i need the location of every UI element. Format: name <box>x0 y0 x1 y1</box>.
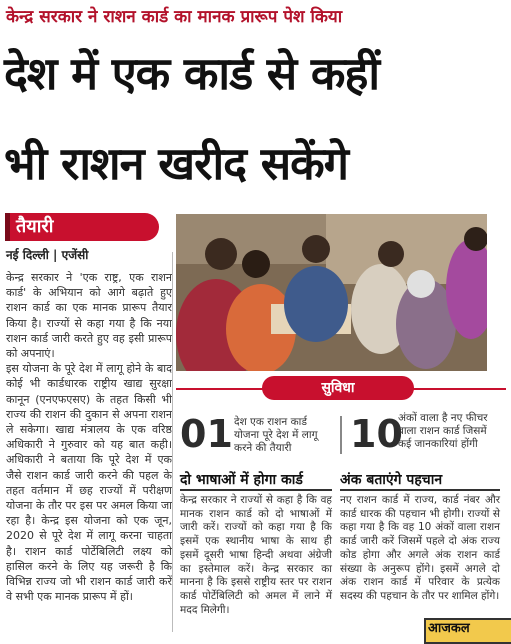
fact-text-1: देश एक राशन कार्ड योजना पूरे देश में लागू करने की तैयारी <box>234 416 318 454</box>
fact-divider <box>340 416 342 454</box>
suvidha-label: सुविधा <box>321 380 355 396</box>
headline-line-2: भी राशन खरीद सकेंगे <box>4 137 349 190</box>
column-divider <box>172 252 173 632</box>
headline-line-1: देश में एक कार्ड से कहीं <box>4 47 380 100</box>
section-2-text: नए राशन कार्ड में राज्य, कार्ड नंबर और कार्ड धारक की पहचान भी होगी। राज्यों से कहा गया है कि वह 10 अंकों वाला राशन कार्ड जारी करें जिसमें पहले दो अंक राज्य कोड होगा और अगले अंक राशन कार्ड संख्या के अनुरूप होंगे। इसमें अगले दो अंक राशन कार्ड में परिवार के प्रत्येक सदस्य की पहचान के तौर पर शामिल होंगे। <box>340 494 500 602</box>
body-paragraph-2: इस योजना के पूरे देश में लागू होने के बाद कोई भी कार्डधारक राष्ट्रीय खाद्य सुरक्षा कानून (एनएफएसए) के तहत किसी भी राज्य की राशन की दुकान से अपना राशन ले सकेगा। खाद्य मंत्रालय के एक वरिष्ठ अधिकारी ने गुरुवार को यह बात कही। अधिकारी ने बताया कि पूरे देश में एक जैसे राशन कार्ड जारी करने की पहल के तहत वर्तमान में छह राज्यों में परीक्षण योजना के तौर पर इस पर अमल किया जा रहा है। केन्द्र इस योजना को एक जून, 2020 से पूरे देश में लागू करना चाहता है। राशन कार्ड पोर्टेबिलिटी लक्ष्य को हासिल करने के लिए यह जरूरी है कि विभिन्न राज्य जो भी राशन कार्ड जारी करें वे सभी एक मानक प्रारूप में हों। <box>6 362 172 604</box>
section-2-title: अंक बताएंगे पहचान <box>340 472 443 488</box>
tag-label: तैयारी <box>16 216 54 237</box>
section-1-text: केन्द्र सरकार ने राज्यों से कहा है कि वह मानक राशन कार्ड को दो भाषाओं में जारी करें। राज्यों को कहा गया है कि इसमें एक स्थानीय भाषा के साथ ही इसमें दूसरी भाषा हिन्दी अथवा अंग्रेजी का इस्तेमाल करें। केन्द्र सरकार का मानना है कि इससे राष्ट्रीय स्तर पर राशन कार्ड पोर्टेबिलिटी को अमल में लाने में मदद मिलेगी। <box>180 494 332 616</box>
news-photo <box>176 214 487 371</box>
tag-accent <box>5 213 10 241</box>
fact-number-1: 01 <box>180 412 233 456</box>
kicker: केन्द्र सरकार ने राशन कार्ड का मानक प्रारूप पेश किया <box>6 7 343 27</box>
fact-number-2: 10 <box>350 412 403 456</box>
footer-label: आजकल <box>428 621 470 636</box>
section-1-title: दो भाषाओं में होगा कार्ड <box>180 472 303 488</box>
body-paragraph-1: केन्द्र सरकार ने 'एक राष्ट्र, एक राशन कार्ड' के अभियान को आगे बढ़ाते हुए राशन कार्ड का एक मानक प्रारूप तैयार किया है। राज्यों से कहा गया है कि नया राशन कार्ड जारी करते हुए वह इसी प्रारूप को अपनाएं। <box>6 271 172 361</box>
section-1-rule <box>180 489 332 491</box>
dateline: नई दिल्ली | एजेंसी <box>6 248 89 262</box>
article-body <box>6 270 172 604</box>
photo-illustration <box>176 214 487 371</box>
fact-text-2: अंकों वाला है नए फीचर वाला राशन कार्ड जिसमें कई जानकारियां होंगी <box>398 412 488 450</box>
section-2-rule <box>340 489 500 491</box>
